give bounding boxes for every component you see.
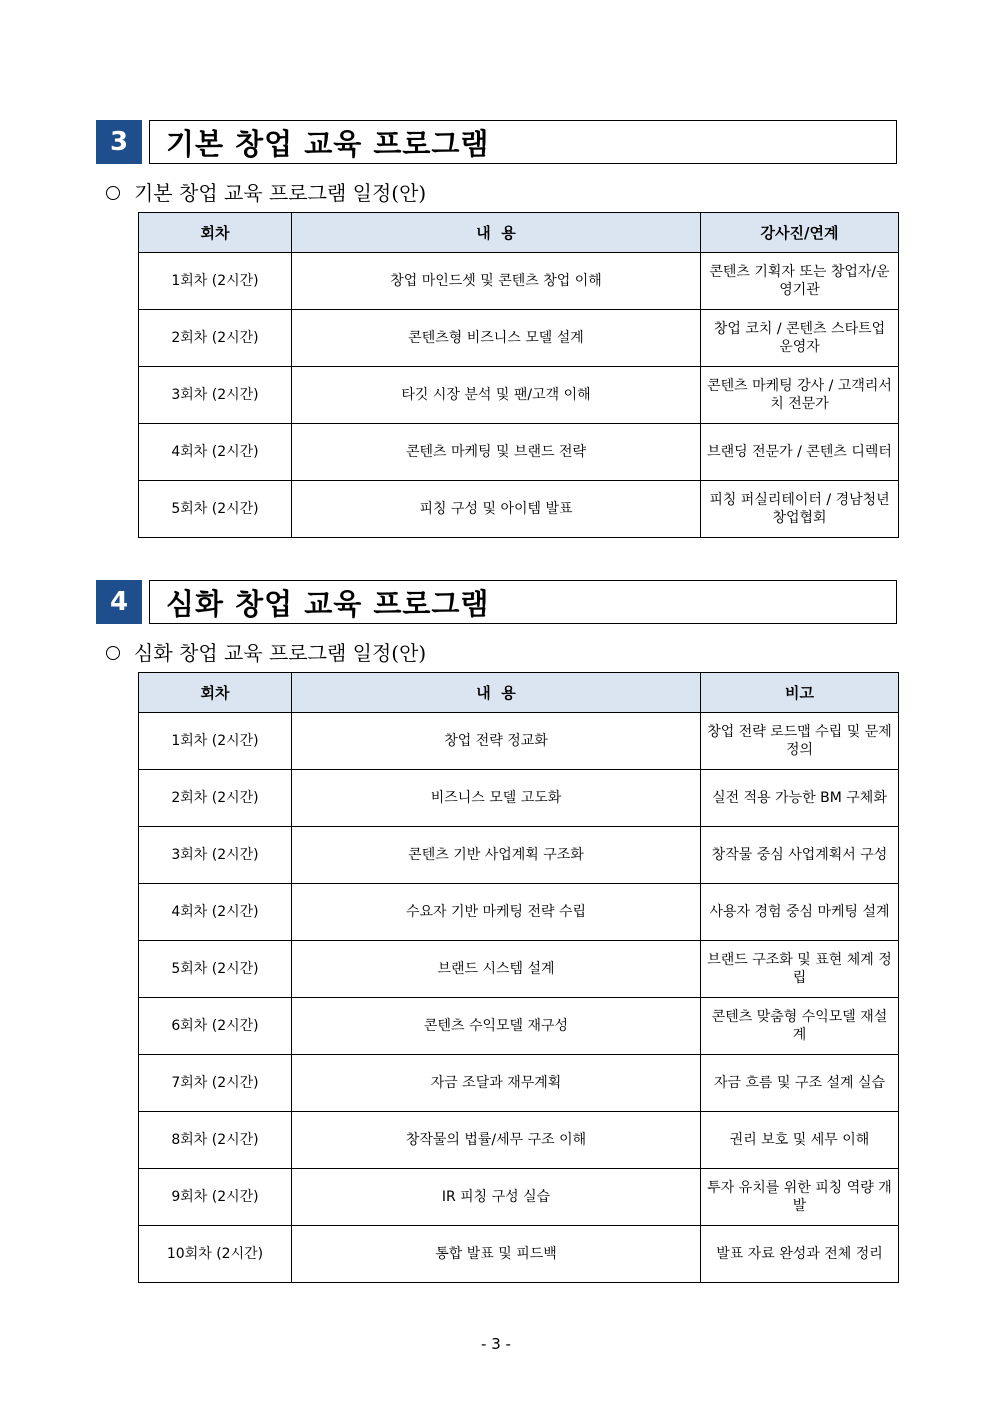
section-number-badge: 4 [96,580,142,624]
table-row [139,424,899,481]
content-cell: 통합 발표 및 피드백 [292,1226,701,1283]
note-cell: 브랜딩 전문가 / 콘텐츠 디렉터 [701,424,899,481]
note-cell: 발표 자료 완성과 전체 정리 [701,1226,899,1283]
content-cell: 콘텐츠 기반 사업계획 구조화 [292,827,701,884]
header-session: 회차 [139,673,292,713]
table-row [139,253,899,310]
table-row [139,1112,899,1169]
table-header-row [139,213,899,253]
table-row [139,770,899,827]
session-cell: 4회차 (2시간) [139,424,292,481]
basic-program-schedule-table [138,212,899,538]
circle-bullet-icon [106,186,120,200]
note-cell: 창업 코치 / 콘텐츠 스타트업 운영자 [701,310,899,367]
note-cell: 브랜드 구조화 및 표현 체계 정립 [701,941,899,998]
session-cell: 8회차 (2시간) [139,1112,292,1169]
table-header-row [139,673,899,713]
session-cell: 4회차 (2시간) [139,884,292,941]
session-cell: 1회차 (2시간) [139,253,292,310]
session-cell: 6회차 (2시간) [139,998,292,1055]
content-cell: 콘텐츠형 비즈니스 모델 설계 [292,310,701,367]
page-number: - 3 - [481,1335,511,1353]
content-cell: 콘텐츠 수익모델 재구성 [292,998,701,1055]
note-cell: 권리 보호 및 세무 이해 [701,1112,899,1169]
content-cell: 자금 조달과 재무계획 [292,1055,701,1112]
header-instructor: 강사진/연계 [701,213,899,253]
session-cell: 1회차 (2시간) [139,713,292,770]
subtitle-text: 기본 창업 교육 프로그램 일정(안) [134,181,427,205]
section-title: 기본 창업 교육 프로그램 [149,120,897,164]
content-cell: 수요자 기반 마케팅 전략 수립 [292,884,701,941]
note-cell: 자금 흐름 및 구조 설계 실습 [701,1055,899,1112]
table-row [139,481,899,538]
session-cell: 10회차 (2시간) [139,1226,292,1283]
table-row [139,1055,899,1112]
header-remarks: 비고 [701,673,899,713]
content-cell: 창업 마인드셋 및 콘텐츠 창업 이해 [292,253,701,310]
section-3-subtitle [106,177,426,206]
content-cell: 창업 전략 정교화 [292,713,701,770]
note-cell: 창작물 중심 사업계획서 구성 [701,827,899,884]
section-4-header [96,580,897,624]
table-row [139,310,899,367]
session-cell: 9회차 (2시간) [139,1169,292,1226]
note-cell: 콘텐츠 맞춤형 수익모델 재설계 [701,998,899,1055]
session-cell: 5회차 (2시간) [139,941,292,998]
header-content: 내 용 [292,673,701,713]
note-cell: 실전 적용 가능한 BM 구체화 [701,770,899,827]
subtitle-text: 심화 창업 교육 프로그램 일정(안) [134,641,427,665]
table-row [139,884,899,941]
content-cell: 타깃 시장 분석 및 팬/고객 이해 [292,367,701,424]
note-cell: 창업 전략 로드맵 수립 및 문제 정의 [701,713,899,770]
session-cell: 3회차 (2시간) [139,367,292,424]
header-session: 회차 [139,213,292,253]
section-4-subtitle [106,637,426,666]
content-cell: 비즈니스 모델 고도화 [292,770,701,827]
note-cell: 사용자 경험 중심 마케팅 설계 [701,884,899,941]
table-row [139,1169,899,1226]
content-cell: 콘텐츠 마케팅 및 브랜드 전략 [292,424,701,481]
note-cell: 피칭 퍼실리테이터 / 경남청년창업협회 [701,481,899,538]
section-title: 심화 창업 교육 프로그램 [149,580,897,624]
table-row [139,998,899,1055]
table-row [139,713,899,770]
section-3-header [96,120,897,164]
section-number-badge: 3 [96,120,142,164]
header-content: 내 용 [292,213,701,253]
table-row [139,941,899,998]
table-row [139,1226,899,1283]
session-cell: 3회차 (2시간) [139,827,292,884]
table-row [139,827,899,884]
content-cell: 피칭 구성 및 아이템 발표 [292,481,701,538]
session-cell: 7회차 (2시간) [139,1055,292,1112]
table-row [139,367,899,424]
advanced-program-schedule-table [138,672,899,1283]
circle-bullet-icon [106,646,120,660]
note-cell: 투자 유치를 위한 피칭 역량 개발 [701,1169,899,1226]
content-cell: 브랜드 시스템 설계 [292,941,701,998]
note-cell: 콘텐츠 기획자 또는 창업자/운영기관 [701,253,899,310]
session-cell: 5회차 (2시간) [139,481,292,538]
content-cell: IR 피칭 구성 실습 [292,1169,701,1226]
note-cell: 콘텐츠 마케팅 강사 / 고객리서치 전문가 [701,367,899,424]
content-cell: 창작물의 법률/세무 구조 이해 [292,1112,701,1169]
session-cell: 2회차 (2시간) [139,310,292,367]
session-cell: 2회차 (2시간) [139,770,292,827]
